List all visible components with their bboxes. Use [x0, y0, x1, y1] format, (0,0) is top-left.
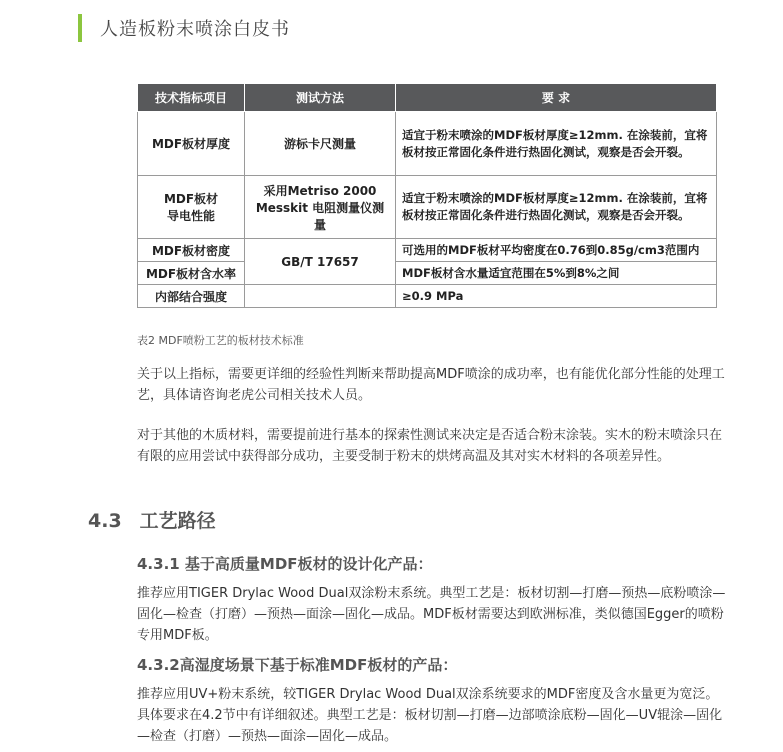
table-row — [138, 239, 717, 262]
cell-method-line2: Messkit 电阻测量仪测量 — [255, 200, 385, 232]
table-header-row — [138, 84, 717, 112]
header-method: 测试方法 — [245, 84, 396, 112]
cell-method: GB/T 17657 — [245, 239, 396, 285]
header-requirement: 要 求 — [396, 84, 717, 112]
table-row — [138, 176, 717, 239]
cell-requirement: 适宜于粉末喷涂的MDF板材厚度≥12mm. 在涂装前，宜将板材按正常固化条件进行热固化测试，观察是否会开裂。 — [396, 112, 717, 176]
subsection-heading: 4.3.1 基于高质量MDF板材的设计化产品： — [137, 555, 433, 573]
cell-method-line1: 采用Metriso 2000 — [263, 183, 377, 198]
accent-bar — [78, 14, 82, 42]
cell-item: MDF板材含水率 — [138, 262, 245, 285]
paragraph: 对于其他的木质材料，需要提前进行基本的探索性测试来决定是否适合粉末涂装。实木的粉末喷涂只在有限的应用尝试中获得部分成功，主要受制于粉末的烘烤高温及其对实木材料的各项差异性。 — [137, 428, 723, 464]
paragraph: 关于以上指标，需要更详细的经验性判断来帮助提高MDF喷涂的成功率，也有能优化部分性能的处理工艺，具体请咨询老虎公司相关技术人员。 — [137, 367, 725, 403]
subsection-heading: 4.3.2高湿度场景下基于标准MDF板材的产品： — [137, 656, 458, 674]
cell-requirement: 可选用的MDF板材平均密度在0.76到0.85g/cm3范围内 — [396, 239, 717, 262]
table-caption: 表2 MDF喷粉工艺的板材技术标准 — [137, 334, 304, 347]
section-heading — [88, 506, 216, 533]
header-item: 技术指标项目 — [138, 84, 245, 112]
table-row — [138, 112, 717, 176]
cell-item: MDF板材厚度 — [138, 112, 245, 176]
cell-item-line2: 导电性能 — [166, 209, 215, 223]
cell-item: MDF板材密度 — [138, 239, 245, 262]
paragraph: 推荐应用UV+粉末系统，较TIGER Drylac Wood Dual双涂系统要求的MDF密度及含水量更为宽泛。具体要求在4.2节中有详细叙述。典型工艺是：板材切割—打磨—边部喷涂底粉—固化—UV辊涂—固化—检查（打磨）—预热—面涂—固化—成品。 — [137, 687, 723, 744]
cell-requirement: ≥0.9 MPa — [396, 285, 717, 308]
section-number: 4.3 — [88, 510, 122, 532]
cell-item — [138, 176, 245, 239]
cell-method — [245, 176, 396, 239]
cell-method-empty — [245, 285, 396, 308]
cell-requirement: 适宜于粉末喷涂的MDF板材厚度≥12mm. 在涂装前，宜将板材按正常固化条件进行热固化测试，观察是否会开裂。 — [396, 176, 717, 239]
table-row — [138, 262, 717, 285]
page-header — [78, 12, 290, 44]
page-title: 人造板粉末喷涂白皮书 — [100, 19, 290, 40]
cell-item-line1: MDF板材 — [163, 192, 219, 206]
paragraph: 推荐应用TIGER Drylac Wood Dual双涂粉末系统。典型工艺是：板材切割—打磨—预热—底粉喷涂—固化—检查（打磨）—预热—面涂—固化—成品。MDF板材需要达到欧洲标准，类似德国Egger的喷粉专用MDF板。 — [137, 586, 726, 643]
section-title: 工艺路径 — [139, 510, 216, 532]
table-row — [138, 285, 717, 308]
cell-method: 游标卡尺测量 — [245, 112, 396, 176]
cell-item: 内部结合强度 — [138, 285, 245, 308]
cell-requirement: MDF板材含水量适宜范围在5%到8%之间 — [396, 262, 717, 285]
spec-table — [137, 83, 717, 308]
